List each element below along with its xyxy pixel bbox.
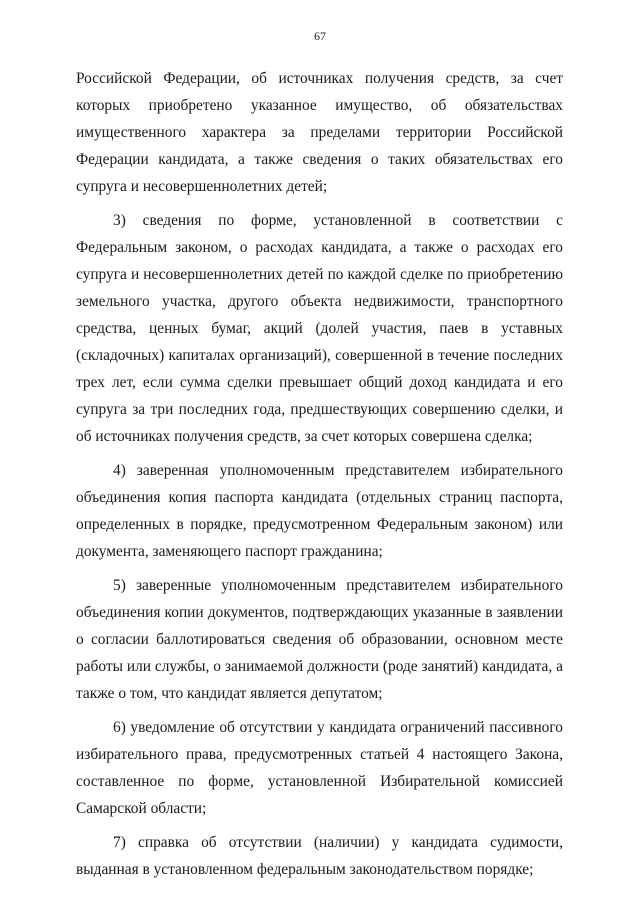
document-body <box>76 65 563 883</box>
paragraph-item-3: 3) сведения по форме, установленной в соответствии с Федеральным законом, о расходах кандидата, а также о расходах его супруга и несовершеннолетних детей по каждой сделке по приобретению земельного участка, другого объекта недвижимости, транспортного средства, ценных бумаг, акций (долей участия, паев в уставных (складочных) капиталах организаций), совершенной в течение последних трех лет, если сумма сделки превышает общий доход кандидата и его супруга за три последних года, предшествующих совершению сделки, и об источниках получения средств, за счет которых совершена сделка; <box>76 212 563 445</box>
paragraph-item-7: 7) справка об отсутствии (наличии) у кандидата судимости, выданная в установленном федеральным законодательством порядке; <box>76 834 563 878</box>
paragraph-continuation: Российской Федерации, об источниках получения средств, за счет которых приобретено указанное имущество, об обязательствах имущественного характера за пределами территории Российской Федерации кандидата, а также сведения о таких обязательствах его супруга и несовершеннолетних детей; <box>76 70 563 195</box>
page-number: 67 <box>314 29 326 43</box>
paragraph-item-5: 5) заверенные уполномоченным представителем избирательного объединения копии документов, подтверждающих указанные в заявлении о согласии баллотироваться сведения об образовании, основном месте работы или службы, о занимаемой должности (роде занятий) кандидата, а также о том, что кандидат является депутатом; <box>76 577 563 702</box>
paragraph-item-6: 6) уведомление об отсутствии у кандидата ограничений пассивного избирательного права, предусмотренных статьей 4 настоящего Закона, составленное по форме, установленной Избирательной комиссией Самарской области; <box>76 719 563 817</box>
paragraph-item-4: 4) заверенная уполномоченным представителем избирательного объединения копия паспорта кандидата (отдельных страниц паспорта, определенных в порядке, предусмотренном Федеральным законом) или документа, заменяющего паспорт гражданина; <box>76 462 563 560</box>
